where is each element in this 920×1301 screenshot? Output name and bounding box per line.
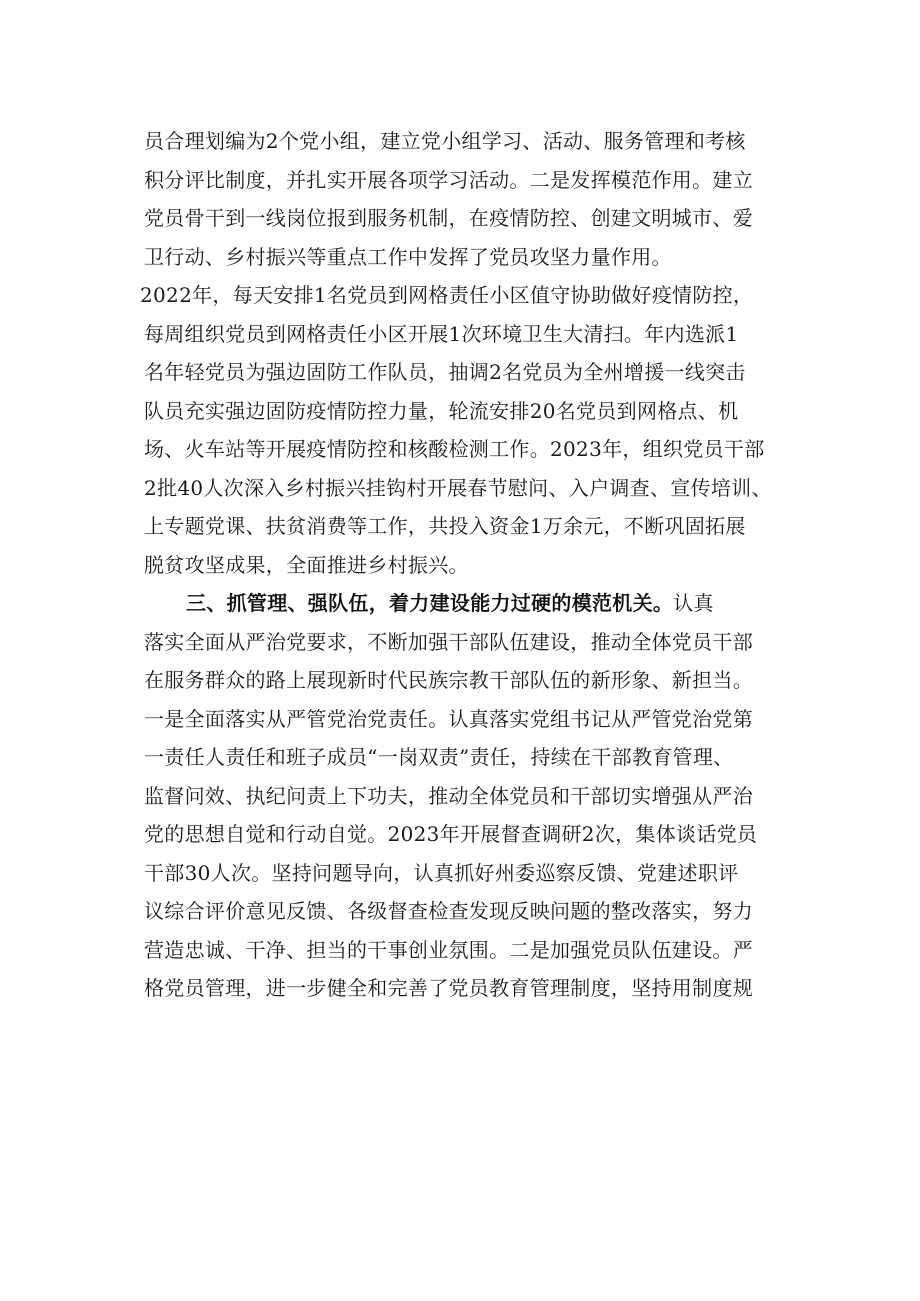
text-line: 在服务群众的路上展现新时代民族宗教干部队伍的新形象、新担当。: [144, 668, 753, 692]
text-line: 议综合评价意见反馈、各级督查检查发现反映问题的整改落实，努力: [144, 899, 753, 923]
text-line: 党的思想自觉和行动自觉。2023年开展督查调研2次，集体谈话党员: [144, 822, 758, 846]
text-line: 2批40人次深入乡村振兴挂钩村开展春节慰问、入户调查、宣传培训、: [144, 475, 772, 500]
section-heading-line: [144, 584, 794, 623]
section-heading: 三、抓管理、强队伍，着力建设能力过硬的模范机关。: [186, 591, 674, 615]
text-line: 一责任人责任和班子成员“一岗双责”责任，持续在干部教育管理、: [144, 745, 734, 769]
document-body: [140, 122, 794, 1008]
section-heading-tail: 认真: [673, 591, 714, 615]
text-line: 干部30人次。坚持问题导向，认真抓好州委巡察反馈、党建述职评: [144, 860, 739, 885]
text-line: 一是全面落实从严管党治党责任。认真落实党组书记从严管党治党第: [144, 706, 753, 731]
text-line: 党员骨干到一线岗位报到服务机制，在疫情防控、创建文明城市、爱: [144, 206, 753, 230]
text-line: 2022年，每天安排1名党员到网格责任小区值守协助做好疫情防控，: [140, 283, 754, 307]
text-line: 队员充实强边固防疫情防控力量，轮流安排20名党员到网格点、机: [144, 398, 739, 423]
text-line: 卫行动、乡村振兴等重点工作中发挥了党员攻坚力量作用。: [144, 244, 672, 269]
text-line: 营造忠诚、干净、担当的干事创业氛围。二是加强党员队伍建设。严: [144, 937, 753, 962]
text-line: 上专题党课、扶贫消费等工作，共投入资金1万余元，不断巩固拓展: [144, 514, 746, 538]
text-line: 格党员管理，进一步健全和完善了党员教育管理制度，坚持用制度规: [144, 976, 753, 1000]
text-line: 名年轻党员为强边固防工作队员，抽调2名党员为全州增援一线突击: [144, 360, 746, 384]
text-line: 脱贫攻坚成果，全面推进乡村振兴。: [144, 552, 469, 577]
text-line: 积分评比制度，并扎实开展各项学习活动。二是发挥模范作用。建立: [144, 167, 753, 192]
text-line: 场、火车站等开展疫情防控和核酸检测工作。2023年，组织党员干部: [144, 437, 765, 461]
text-line: 落实全面从严治党要求，不断加强干部队伍建设，推动全体党员干部: [144, 629, 753, 654]
text-line: 监督问效、执纪问责上下功夫，推动全体党员和干部切实增强从严治: [144, 783, 753, 808]
text-line: 员合理划编为2个党小组，建立党小组学习、活动、服务管理和考核: [144, 129, 746, 153]
text-line: 每周组织党员到网格责任小区开展1次环境卫生大清扫。年内选派1: [144, 321, 739, 346]
